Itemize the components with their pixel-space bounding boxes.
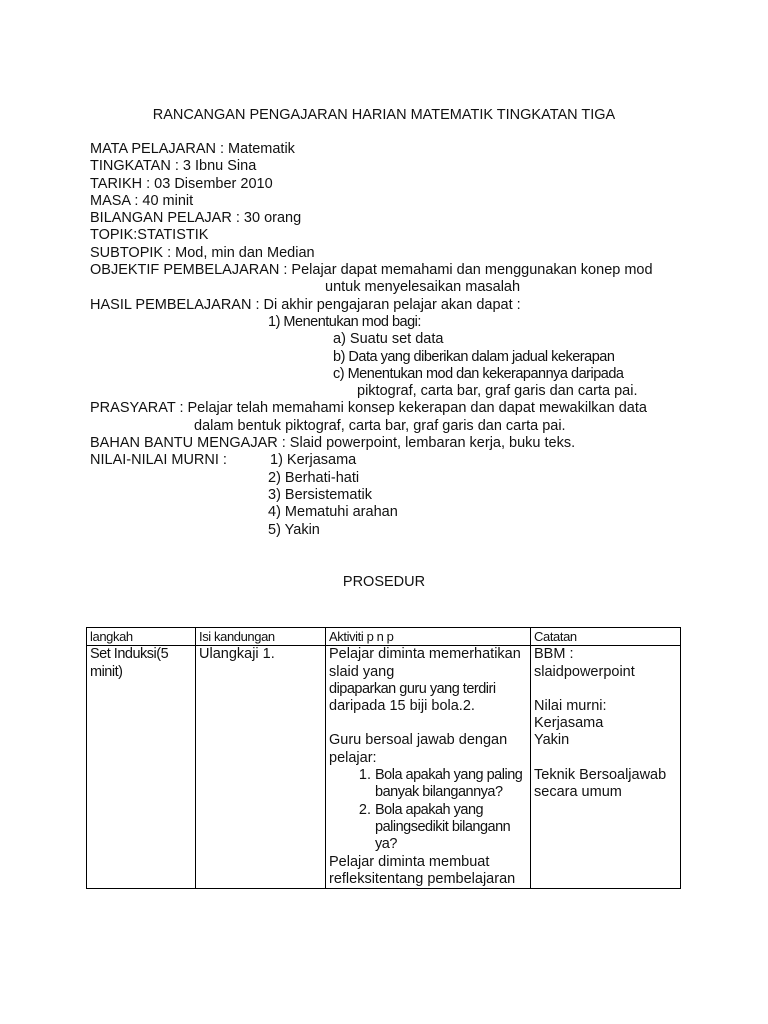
- hasil-item-b: b) Data yang diberikan dalam jadual kekerapan: [333, 348, 615, 365]
- cell-isi: [196, 646, 326, 889]
- tingkatan: TINGKATAN : 3 Ibnu Sina: [90, 158, 257, 175]
- header-catatan: Catatan: [531, 628, 681, 646]
- aktiviti-para-1: Pelajar diminta memerhatikan slaid yang: [329, 646, 521, 680]
- tarikh: TARIKH : 03 Disember 2010: [90, 175, 273, 192]
- nilai-item-4: 4) Mematuhi arahan: [268, 504, 398, 521]
- aktiviti-para-1c: daripada 15 biji bola.2.: [329, 698, 475, 715]
- catatan-kerjasama: Kerjasama: [534, 715, 604, 732]
- spacer: [534, 750, 677, 767]
- catatan-yakin: Yakin: [534, 732, 570, 749]
- question-1-b: banyak bilangannya?: [375, 784, 503, 801]
- prasyarat-line-1: PRASYARAT : Pelajar telah memahami konsep kekerapan dan dapat mewakilkan data: [90, 400, 647, 417]
- subtopik: SUBTOPIK : Mod, min dan Median: [90, 244, 315, 261]
- spacer: [329, 715, 527, 732]
- cell-catatan: [531, 646, 681, 889]
- topik: TOPIK:STATISTIK: [90, 227, 209, 244]
- catatan-nilai: Nilai murni:: [534, 697, 607, 714]
- masa: MASA : 40 minit: [90, 192, 194, 209]
- hasil-item-c: c) Menentukan mod dan kekerapannya daripada: [333, 365, 624, 382]
- isi-text: Ulangkaji 1.: [199, 646, 275, 663]
- aktiviti-para-3: Pelajar diminta membuat refleksitentang pembelajaran: [329, 853, 516, 887]
- prosedur-heading: PROSEDUR: [342, 574, 426, 590]
- list-item: [375, 802, 527, 854]
- mata-pelajaran: MATA PELAJARAN : Matematik: [90, 141, 295, 157]
- list-item: [375, 767, 527, 802]
- catatan-bbm: BBM : slaidpowerpoint: [534, 646, 635, 680]
- objektif-line-1: OBJEKTIF PEMBELAJARAN : Pelajar dapat memahami dan menggunakan konep mod: [90, 262, 653, 279]
- catatan-teknik: Teknik Bersoaljawab secara umum: [534, 766, 667, 801]
- header-isi-kandungan: Isi kandungan: [196, 628, 326, 646]
- aktiviti-para-2: Guru bersoal jawab dengan pelajar:: [329, 732, 508, 766]
- hasil-item-1: 1) Menentukan mod bagi:: [268, 313, 421, 330]
- nilai-murni-row: [90, 452, 730, 469]
- hasil-pembelajaran: HASIL PEMBELAJARAN : Di akhir pengajaran pelajar akan dapat :: [90, 296, 521, 313]
- hasil-item-c-cont: piktograf, carta bar, graf garis dan carta pai.: [357, 383, 638, 400]
- table-header-row: [87, 628, 681, 646]
- lesson-details: [90, 141, 730, 539]
- cell-aktiviti: [326, 646, 531, 889]
- question-2-a: Bola apakah yang: [375, 801, 484, 818]
- table-row: [87, 646, 681, 889]
- prasyarat-line-2: dalam bentuk piktograf, carta bar, graf garis dan carta pai.: [194, 417, 566, 434]
- nilai-item-5: 5) Yakin: [268, 521, 320, 538]
- question-1-a: Bola apakah yang paling: [375, 767, 523, 784]
- page-title: RANCANGAN PENGAJARAN HARIAN MATEMATIK TINGKATAN TIGA: [152, 107, 616, 123]
- nilai-item-2: 2) Berhati-hati: [268, 469, 360, 486]
- cell-langkah: [87, 646, 196, 889]
- question-2-b: palingsedikit bilangann ya?: [375, 818, 511, 853]
- bilangan-pelajar: BILANGAN PELAJAR : 30 orang: [90, 210, 302, 227]
- langkah-text: Set Induksi(5 minit): [90, 646, 169, 680]
- question-list: [329, 767, 527, 853]
- hasil-item-a: a) Suatu set data: [333, 331, 444, 348]
- nilai-item-3: 3) Bersistematik: [268, 486, 372, 503]
- header-langkah: langkah: [87, 628, 196, 646]
- objektif-line-2: untuk menyelesaikan masalah: [325, 279, 521, 296]
- aktiviti-para-1b: dipaparkan guru yang terdiri: [329, 680, 496, 697]
- nilai-murni-label: NILAI-NILAI MURNI :: [90, 452, 227, 469]
- nilai-item-1: 1) Kerjasama: [270, 452, 357, 469]
- bahan-bantu: BAHAN BANTU MENGAJAR : Slaid powerpoint, lembaran kerja, buku teks.: [90, 435, 576, 452]
- spacer: [534, 681, 677, 698]
- header-aktiviti: Aktiviti p n p: [326, 628, 531, 646]
- prosedur-table: [86, 627, 681, 889]
